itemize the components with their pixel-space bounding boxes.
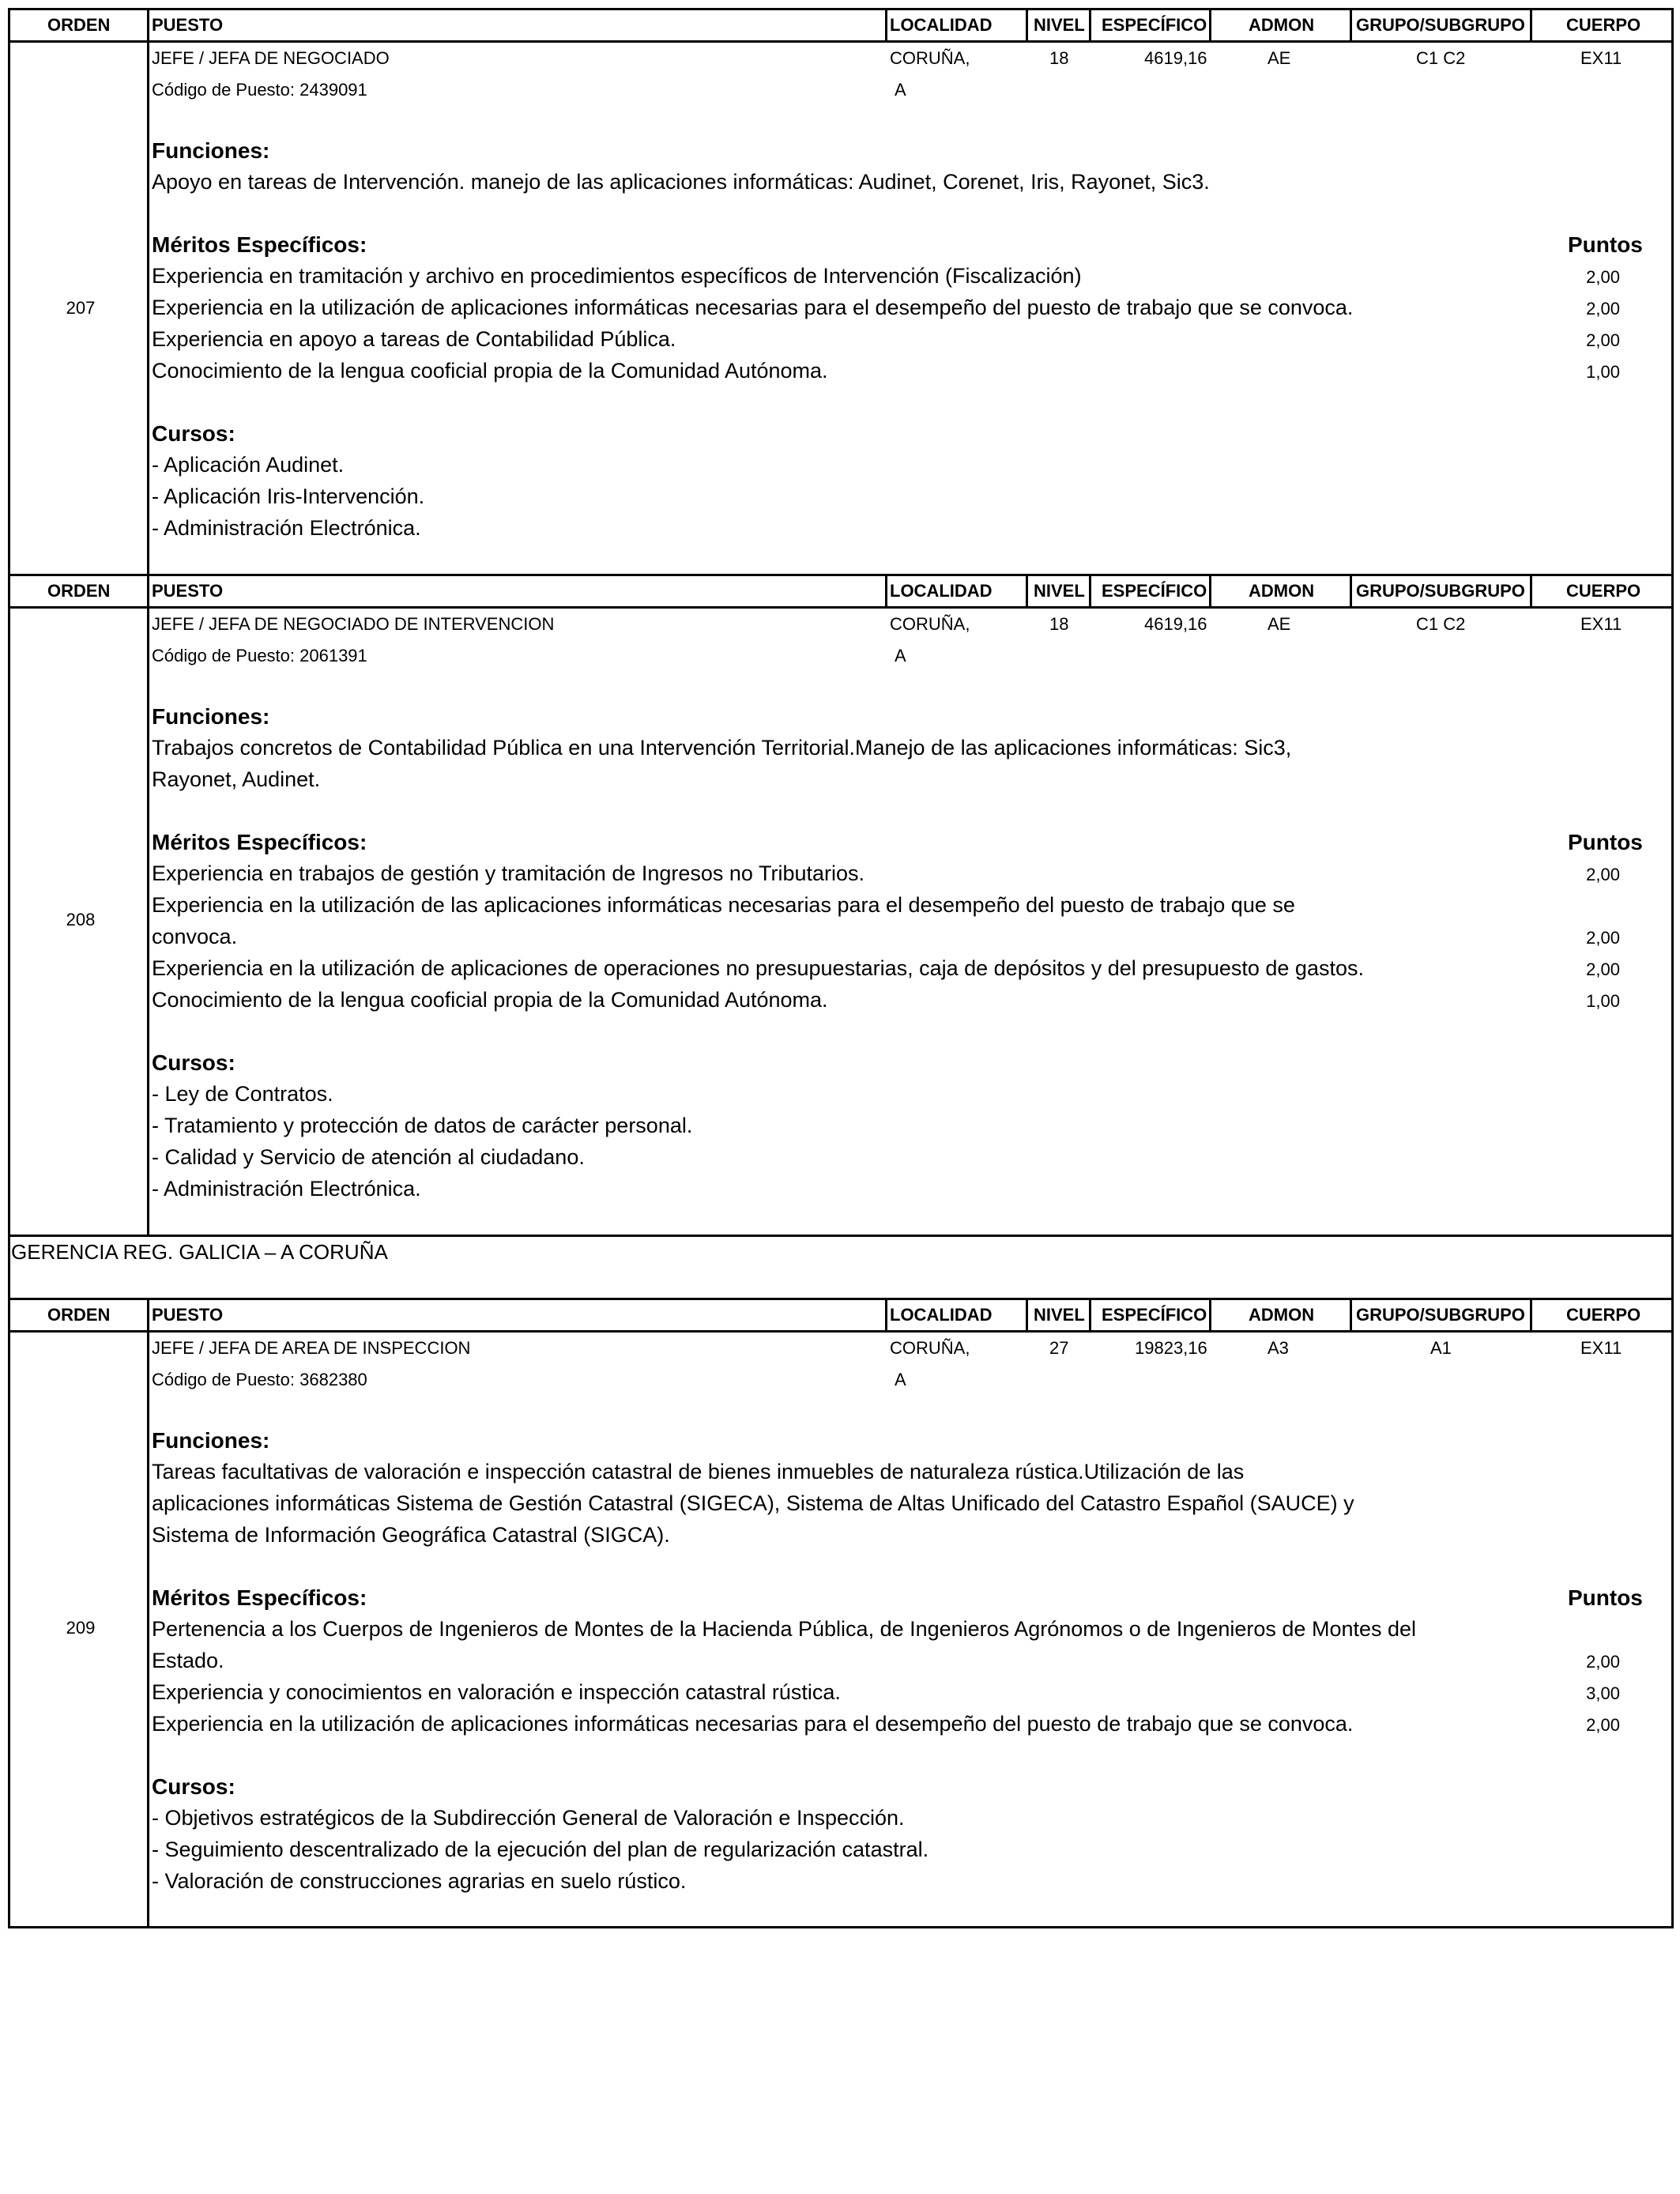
merito-line: Experiencia en trabajos de gestión y tramitación de Ingresos no Tributarios. xyxy=(152,861,864,885)
curso-line: - Aplicación Audinet. xyxy=(152,453,345,477)
header-especifico: ESPECÍFICO xyxy=(1102,581,1207,601)
header-nivel: NIVEL xyxy=(1034,1305,1085,1325)
nivel: 18 xyxy=(1049,614,1069,634)
header-admon: ADMON xyxy=(1249,581,1315,601)
header-nivel: NIVEL xyxy=(1034,581,1085,601)
puntos-label: Puntos xyxy=(1568,232,1643,257)
funciones-line: Apoyo en tareas de Intervención. manejo de las aplicaciones informáticas: Audinet, Corenet, Iris, Rayonet, Sic3. xyxy=(152,170,1210,194)
cursos-label: Cursos: xyxy=(152,1774,235,1799)
curso-line: - Ley de Contratos. xyxy=(152,1082,333,1106)
especifico: 4619,16 xyxy=(1144,614,1207,634)
especifico: 4619,16 xyxy=(1144,48,1207,68)
localidad: CORUÑA, xyxy=(890,1338,970,1358)
curso-line: - Aplicación Iris-Intervención. xyxy=(152,484,425,508)
merito-line: Experiencia y conocimientos en valoración e inspección catastral rústica. xyxy=(152,1680,841,1704)
header-puesto: PUESTO xyxy=(152,1305,224,1325)
cursos-label: Cursos: xyxy=(152,1050,235,1075)
cursos-label: Cursos: xyxy=(152,421,235,446)
header-grupo: GRUPO/SUBGRUPO xyxy=(1356,581,1525,601)
codigo-puesto: Código de Puesto: 2061391 xyxy=(152,646,367,665)
merito-line: Experiencia en la utilización de aplicaciones informáticas necesarias para el desempeño del puesto de trabajo que se convoca. xyxy=(152,1712,1354,1736)
funciones-line: aplicaciones informáticas Sistema de Gestión Catastral (SIGECA), Sistema de Altas Unificado del Catastro Español (SAUCE) y xyxy=(152,1491,1354,1515)
merito-puntos: 1,00 xyxy=(1586,362,1620,382)
header-orden: ORDEN xyxy=(47,581,111,601)
codigo-puesto: Código de Puesto: 2439091 xyxy=(152,80,367,100)
merito-line: Experiencia en la utilización de las aplicaciones informáticas necesarias para el desempeño del puesto de trabajo que se xyxy=(152,893,1295,917)
header-grupo: GRUPO/SUBGRUPO xyxy=(1356,1305,1525,1325)
admon: AE xyxy=(1268,614,1291,634)
header-grupo: GRUPO/SUBGRUPO xyxy=(1356,15,1525,35)
curso-line: - Administración Electrónica. xyxy=(152,1177,421,1201)
merito-line: Experiencia en la utilización de aplicaciones informáticas necesarias para el desempeño del puesto de trabajo que se convoca. xyxy=(152,296,1354,319)
header-localidad: LOCALIDAD xyxy=(890,15,993,35)
funciones-label: Funciones: xyxy=(152,704,270,729)
localidad-suffix: A xyxy=(895,80,906,100)
meritos-label: Méritos Específicos: xyxy=(152,830,367,854)
localidad: CORUÑA, xyxy=(890,614,970,634)
admon: A3 xyxy=(1268,1338,1289,1358)
header-especifico: ESPECÍFICO xyxy=(1102,15,1207,35)
header-admon: ADMON xyxy=(1249,1305,1315,1325)
header-cuerpo: CUERPO xyxy=(1566,15,1641,35)
funciones-line: Tareas facultativas de valoración e inspección catastral de bienes inmuebles de naturaleza rústica.Utilización de las xyxy=(152,1460,1245,1483)
funciones-label: Funciones: xyxy=(152,138,270,163)
merito-puntos: 2,00 xyxy=(1586,865,1620,884)
header-localidad: LOCALIDAD xyxy=(890,581,993,601)
header-nivel: NIVEL xyxy=(1034,15,1085,35)
meritos-label: Méritos Específicos: xyxy=(152,232,367,257)
header-especifico: ESPECÍFICO xyxy=(1102,1305,1207,1325)
funciones-line: Rayonet, Audinet. xyxy=(152,767,321,791)
funciones-line: Sistema de Información Geográfica Catastral (SIGCA). xyxy=(152,1523,670,1547)
cuerpo: EX11 xyxy=(1580,48,1622,68)
cuerpo: EX11 xyxy=(1580,1338,1622,1358)
grupo: C1 C2 xyxy=(1416,48,1466,68)
merito-line: Estado. xyxy=(152,1649,224,1672)
merito-puntos: 2,00 xyxy=(1586,928,1620,948)
curso-line: - Calidad y Servicio de atención al ciudadano. xyxy=(152,1145,585,1169)
meritos-label: Méritos Específicos: xyxy=(152,1585,367,1610)
header-localidad: LOCALIDAD xyxy=(890,1305,993,1325)
merito-puntos: 2,00 xyxy=(1586,959,1620,979)
admon: AE xyxy=(1268,48,1291,68)
merito-puntos: 1,00 xyxy=(1586,991,1620,1011)
funciones-label: Funciones: xyxy=(152,1428,270,1453)
merito-puntos: 2,00 xyxy=(1586,299,1620,319)
curso-line: - Objetivos estratégicos de la Subdirección General de Valoración e Inspección. xyxy=(152,1806,905,1830)
merito-puntos: 2,00 xyxy=(1586,1715,1620,1735)
merito-line: convoca. xyxy=(152,925,238,948)
merito-puntos: 3,00 xyxy=(1586,1683,1620,1703)
cuerpo: EX11 xyxy=(1580,614,1622,634)
localidad-suffix: A xyxy=(895,1370,906,1389)
orden-number: 209 xyxy=(66,1618,96,1638)
orden-number: 207 xyxy=(66,298,96,318)
header-cuerpo: CUERPO xyxy=(1566,581,1641,601)
merito-line: Experiencia en la utilización de aplicaciones de operaciones no presupuestarias, caja de depósitos y del presupuesto de gastos. xyxy=(152,956,1364,980)
header-orden: ORDEN xyxy=(47,15,111,35)
nivel: 27 xyxy=(1049,1338,1069,1358)
section-title: GERENCIA REG. GALICIA – A CORUÑA xyxy=(11,1240,388,1264)
header-admon: ADMON xyxy=(1249,15,1315,35)
puesto-title: JEFE / JEFA DE NEGOCIADO DE INTERVENCION xyxy=(152,614,555,634)
grupo: A1 xyxy=(1430,1338,1452,1358)
merito-puntos: 2,00 xyxy=(1586,330,1620,350)
curso-line: - Valoración de construcciones agrarias en suelo rústico. xyxy=(152,1869,687,1893)
merito-puntos: 2,00 xyxy=(1586,267,1620,287)
funciones-line: Trabajos concretos de Contabilidad Pública en una Intervención Territorial.Manejo de las aplicaciones informáticas: Sic3, xyxy=(152,736,1292,760)
localidad: CORUÑA, xyxy=(890,48,970,68)
puntos-label: Puntos xyxy=(1568,830,1643,854)
merito-line: Experiencia en tramitación y archivo en procedimientos específicos de Intervención (Fiscalización) xyxy=(152,264,1082,288)
codigo-puesto: Código de Puesto: 3682380 xyxy=(152,1370,367,1389)
puntos-label: Puntos xyxy=(1568,1585,1643,1610)
header-orden: ORDEN xyxy=(47,1305,111,1325)
merito-line: Pertenencia a los Cuerpos de Ingenieros de Montes de la Hacienda Pública, de Ingenieros Agrónomos o de Ingenieros de Montes del xyxy=(152,1617,1417,1641)
merito-line: Conocimiento de la lengua cooficial propia de la Comunidad Autónoma. xyxy=(152,359,828,383)
header-cuerpo: CUERPO xyxy=(1566,1305,1641,1325)
puesto-title: JEFE / JEFA DE NEGOCIADO xyxy=(152,48,390,68)
curso-line: - Tratamiento y protección de datos de carácter personal. xyxy=(152,1114,693,1137)
merito-puntos: 2,00 xyxy=(1586,1652,1620,1672)
puesto-title: JEFE / JEFA DE AREA DE INSPECCION xyxy=(152,1338,471,1358)
especifico: 19823,16 xyxy=(1135,1338,1207,1358)
grupo: C1 C2 xyxy=(1416,614,1466,634)
localidad-suffix: A xyxy=(895,646,906,665)
header-puesto: PUESTO xyxy=(152,581,224,601)
header-puesto: PUESTO xyxy=(152,15,224,35)
nivel: 18 xyxy=(1049,48,1069,68)
orden-number: 208 xyxy=(66,910,96,929)
curso-line: - Administración Electrónica. xyxy=(152,516,421,540)
curso-line: - Seguimiento descentralizado de la ejecución del plan de regularización catastral. xyxy=(152,1838,929,1861)
merito-line: Conocimiento de la lengua cooficial propia de la Comunidad Autónoma. xyxy=(152,988,828,1012)
merito-line: Experiencia en apoyo a tareas de Contabilidad Pública. xyxy=(152,327,676,351)
